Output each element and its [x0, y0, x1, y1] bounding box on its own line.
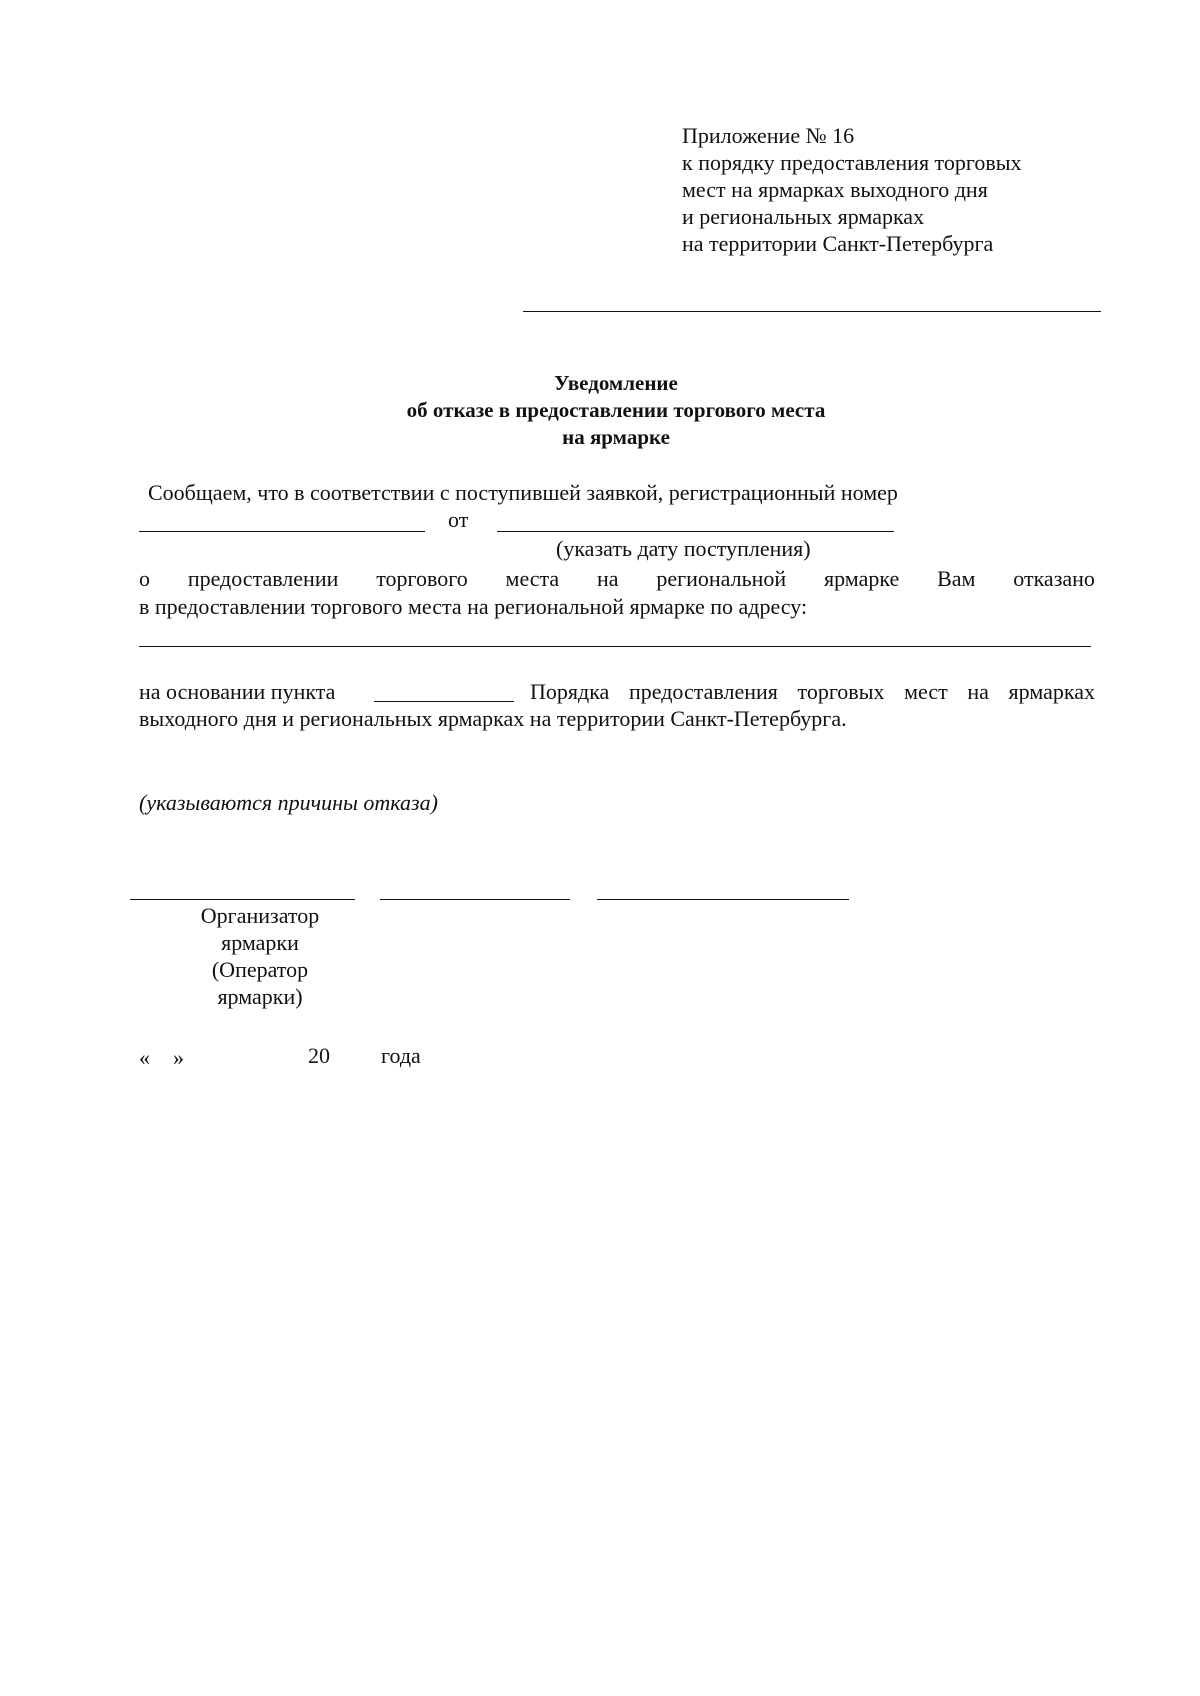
appendix-line: Приложение № 16 [682, 123, 855, 148]
refusal-word: отказано [1013, 566, 1095, 591]
appendix-line: мест на ярмарках выходного дня [682, 177, 988, 202]
title-line: на ярмарке [562, 425, 670, 449]
title-line: об отказе в предоставлении торгового места [406, 398, 826, 422]
caption-line: (Оператор [211, 957, 309, 982]
refusal-word: места [505, 566, 560, 591]
signature-blank-name[interactable] [597, 899, 849, 900]
receipt-date-blank[interactable] [497, 531, 894, 532]
date-open-quote: « [139, 1045, 150, 1070]
signature-blank-organizer[interactable] [130, 899, 355, 900]
basis-rest: Порядка предоставления торговых мест на ярмарках [530, 679, 1095, 704]
refusal-word: на [596, 566, 619, 591]
intro-text: Сообщаем, что в соответствии с поступившей заявкой, регистрационный номер [148, 480, 898, 505]
registration-number-blank[interactable] [139, 531, 425, 532]
title-line: Уведомление [554, 371, 678, 395]
refusal-word: о [139, 566, 150, 591]
organizer-caption [160, 902, 360, 1010]
appendix-line: на территории Санкт-Петербурга [682, 231, 994, 256]
caption-line: ярмарки) [217, 984, 303, 1009]
basis-start: на основании пункта [139, 679, 336, 704]
refusal-line-1 [139, 566, 1095, 592]
date-year-word: года [381, 1043, 421, 1068]
from-word: от [448, 507, 469, 532]
appendix-header [682, 122, 1022, 257]
clause-number-blank[interactable] [374, 701, 514, 702]
basis-line-2: выходного дня и региональных ярмарках на территории Санкт-Петербурга. [139, 706, 847, 731]
date-close-quote: » [173, 1045, 184, 1070]
signature-blank-signature[interactable] [380, 899, 570, 900]
refusal-word: торгового [376, 566, 468, 591]
date-century: 20 [308, 1043, 330, 1068]
refusal-word: ярмарке [824, 566, 900, 591]
appendix-line: к порядку предоставления торговых [682, 150, 1022, 175]
date-hint: (указать дату поступления) [556, 536, 811, 561]
appendix-line: и региональных ярмарках [682, 204, 925, 229]
address-blank[interactable] [139, 646, 1091, 647]
caption-line: ярмарки [221, 930, 299, 955]
document-title [0, 370, 1200, 451]
refusal-word: региональной [656, 566, 787, 591]
refusal-line-2: в предоставлении торгового места на региональной ярмарке по адресу: [139, 594, 808, 619]
appendix-underline [523, 311, 1101, 312]
caption-line: Организатор [200, 903, 320, 928]
refusal-word: Вам [937, 566, 976, 591]
reasons-hint: (указываются причины отказа) [139, 790, 438, 815]
refusal-word: предоставлении [187, 566, 339, 591]
